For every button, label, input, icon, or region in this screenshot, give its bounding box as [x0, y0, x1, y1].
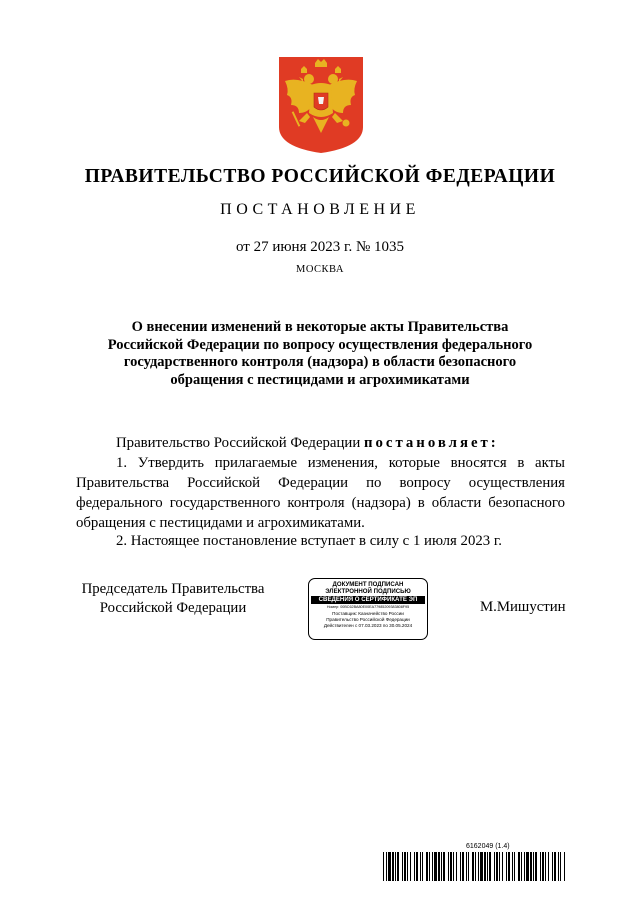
subject-line: Российской Федерации по вопросу осуществления федерального: [107, 336, 533, 353]
resolution-intro: [116, 433, 499, 453]
signatory-position: [78, 580, 268, 618]
document-subject: [0, 319, 640, 389]
stamp-owner: Правительство Российской Федерации: [326, 617, 410, 623]
stamp-certificate-bar: СВЕДЕНИЯ О СЕРТИФИКАТЕ ЭП: [311, 596, 425, 604]
document-type: ПОСТАНОВЛЕНИЕ: [220, 201, 420, 218]
electronic-signature-stamp: [308, 578, 428, 640]
barcode-number: 6162049 (1.4): [466, 843, 510, 850]
stamp-issuer: Поставщик: Казначейство России: [332, 611, 404, 617]
barcode-image: [383, 852, 565, 881]
stamp-validity: Действителен с 07.03.2023 по 30.05.2024: [323, 623, 413, 629]
document-date-number: от 27 июня 2023 г. № 1035: [235, 239, 405, 255]
stamp-heading-line: ДОКУМЕНТ ПОДПИСАН: [332, 581, 404, 588]
stamp-heading-line: ЭЛЕКТРОННОЙ ПОДПИСЬЮ: [325, 588, 411, 596]
signatory-name: М.Мишустин: [480, 599, 566, 615]
document-city: МОСКВА: [296, 264, 344, 275]
signatory-position-line: Председатель Правительства: [81, 581, 265, 597]
subject-line: О внесении изменений в некоторые акты Правительства: [131, 319, 509, 335]
coat-of-arms-emblem: [277, 55, 365, 155]
signatory-position-line: Российской Федерации: [99, 600, 247, 616]
subject-line: государственного контроля (надзора) в области безопасного: [123, 354, 517, 370]
paragraph-2: 2. Настоящее постановление вступает в силу с 1 июля 2023 г.: [116, 533, 502, 549]
resolves-keyword: постановляет:: [363, 435, 499, 451]
paragraph-1-text: 1. Утвердить прилагаемые изменения, которые вносятся в акты Правительства Российской Федерации по вопросу осуществления федерального государственного контроля (надзора) в области безопасного обращения с пестицидами и агрохимикатами.: [76, 455, 565, 531]
intro-text: Правительство Российской Федерации: [116, 435, 364, 451]
stamp-cert-number: Номер: 00BC62BA80E00EA77985209383808F95: [326, 605, 410, 610]
paragraph-1: [76, 453, 565, 533]
subject-line: обращения с пестицидами и агрохимикатами: [170, 371, 470, 388]
government-title: ПРАВИТЕЛЬСТВО РОССИЙСКОЙ ФЕДЕРАЦИИ: [84, 166, 556, 187]
